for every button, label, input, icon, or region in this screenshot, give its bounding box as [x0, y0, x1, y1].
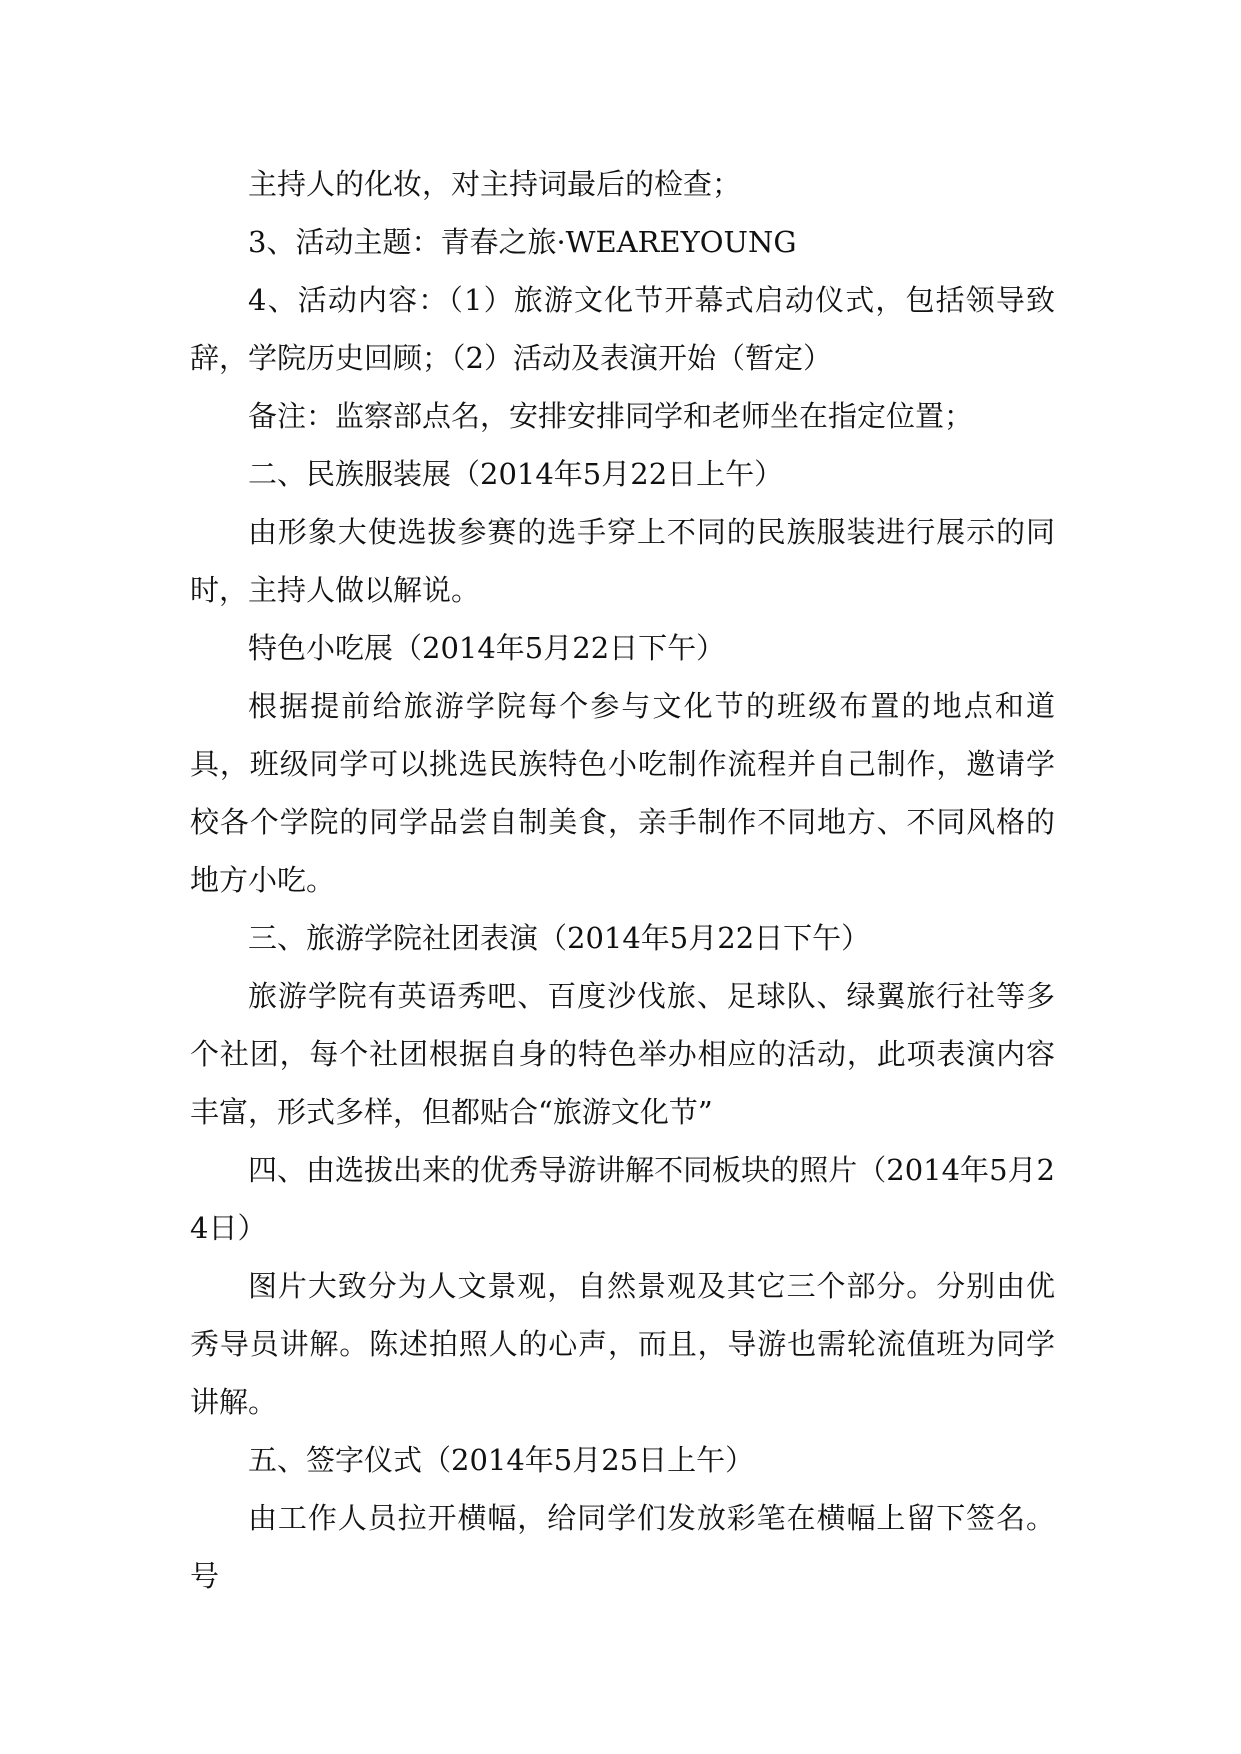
- paragraph-activity-content: 4、活动内容：（1）旅游文化节开幕式启动仪式，包括领导致辞，学院历史回顾；（2）活动及表演开始（暂定）: [190, 283, 1055, 375]
- heading-snack-show: 特色小吃展（2014年5月22日下午）: [248, 631, 726, 665]
- document-body: [190, 155, 1055, 1605]
- paragraph-host-makeup: 主持人的化妆，对主持词最后的检查；: [248, 167, 742, 201]
- paragraph-guide-photos: 图片大致分为人文景观，自然景观及其它三个部分。分别由优秀导员讲解。陈述拍照人的心声，而且，导游也需轮流值班为同学讲解。: [190, 1269, 1055, 1419]
- heading-guide-photos: 四、由选拔出来的优秀导游讲解不同板块的照片（2014年5月24日）: [190, 1153, 1055, 1245]
- heading-club-performance: 三、旅游学院社团表演（2014年5月22日下午）: [248, 921, 871, 955]
- paragraph-club-performance: 旅游学院有英语秀吧、百度沙伐旅、足球队、绿翼旅行社等多个社团，每个社团根据自身的特色举办相应的活动，此项表演内容丰富，形式多样，但都贴合“旅游文化节”: [190, 979, 1055, 1129]
- paragraph-signing-ceremony: 由工作人员拉开横幅，给同学们发放彩笔在横幅上留下签名。号: [190, 1501, 1055, 1593]
- heading-costume-show: 二、民族服装展（2014年5月22日上午）: [248, 457, 784, 491]
- paragraph-snack-show: 根据提前给旅游学院每个参与文化节的班级布置的地点和道具，班级同学可以挑选民族特色小吃制作流程并自己制作，邀请学校各个学院的同学品尝自制美食，亲手制作不同地方、不同风格的地方小吃。: [190, 689, 1055, 897]
- paragraph-activity-theme: 3、活动主题：青春之旅·WEAREYOUNG: [248, 225, 797, 259]
- paragraph-costume-show: 由形象大使选拔参赛的选手穿上不同的民族服装进行展示的同时，主持人做以解说。: [190, 515, 1055, 607]
- paragraph-remark: 备注：监察部点名，安排安排同学和老师坐在指定位置；: [248, 399, 974, 433]
- heading-signing-ceremony: 五、签字仪式（2014年5月25日上午）: [248, 1443, 755, 1477]
